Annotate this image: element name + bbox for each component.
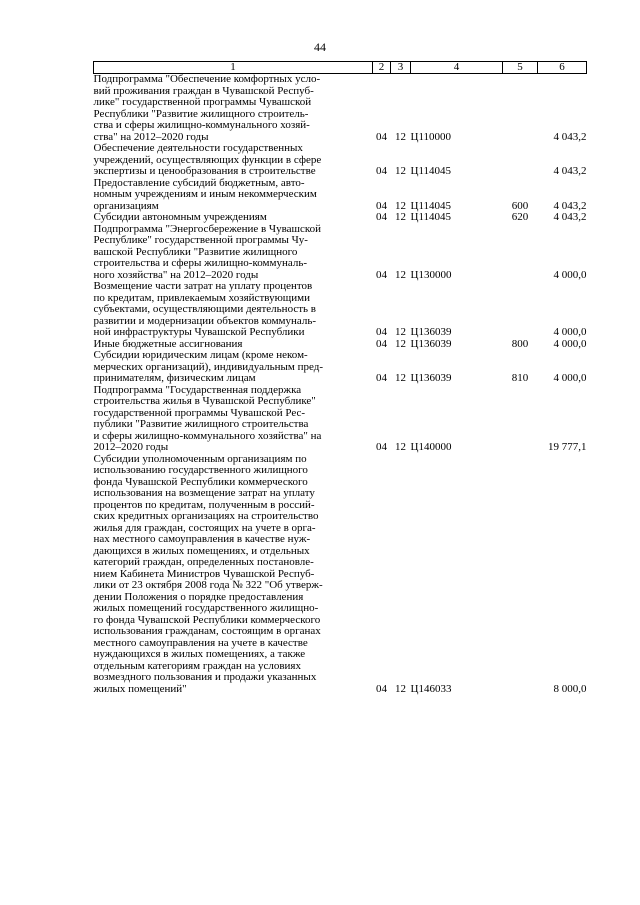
table-row (94, 281, 587, 339)
table-row (94, 178, 587, 213)
row-subsection-cell: 12 (395, 199, 406, 212)
row-section-cell: 04 (376, 337, 387, 350)
row-expense-type-cell (503, 281, 538, 339)
row-target-article-cell: Ц136039 (410, 372, 452, 384)
row-target-article-cell: Ц136039 (410, 326, 452, 338)
budget-table (93, 61, 587, 695)
row-expense-type-cell (503, 74, 538, 144)
row-name-cell: Подпрограмма "Энергосбережение в Чувашской Республике" государственной программы Чу- вашской Республики "Развитие жилищного строительства и сферы жилищно-коммуналь- ного хозяйства" на 2012–2020 годы (93, 222, 322, 281)
row-name-cell: Обеспечение деятельности государственных учреждений, осуществляющих функции в сфере экспертизы и ценообразования в строительстве (93, 142, 322, 177)
row-name-cell: Субсидии уполномоченным организациям по использованию государственного жилищного фонда Чувашской Республики коммерческого использования на возмещение затрат на уплату процентов по кредитам, полученным в россий- ских кредитных организациях на строительство жилья для граждан, состоящих на учете в орга- нах местного самоуправления в качестве нуж- дающихся в жилых помещениях, и отдельных категорий граждан, определенных постановле- нием Кабинета Министров Чувашской Респуб- лики от 23 октября 2008 года № 322 "Об утверж- дении Положения о порядке предоставления жилых помещений государственного жилищно- го фонда Чувашской Республики коммерческого использования гражданам, состоящим в органах местного самоуправления на учете в качестве нуждающихся в жилых помещениях, а также отдельным категориям граждан на условиях возмездного пользования и продажи указанных жилых помещений" (93, 452, 323, 695)
row-target-article-cell: Ц114045 (410, 165, 452, 177)
header-col-2: 2 (373, 62, 391, 74)
header-col-5: 5 (503, 62, 538, 74)
table-row (94, 74, 587, 144)
row-section-cell: 04 (376, 165, 387, 177)
row-subsection-cell: 12 (395, 211, 406, 223)
table-header-row (94, 62, 587, 74)
page-number: 44 (314, 40, 326, 54)
row-expense-type-cell (503, 224, 538, 282)
row-name-cell: Субсидии юридическим лицам (кроме неком- мерческих организаций), индивидуальным пред- принимателям, физическим лицам (93, 349, 323, 384)
row-amount-cell: 4 043,2 (553, 130, 587, 143)
table-row (94, 224, 587, 282)
table-row (94, 212, 587, 224)
row-target-article-cell: Ц110000 (410, 130, 452, 143)
row-section-cell: 04 (376, 326, 387, 338)
row-name-cell: Предоставление субсидий бюджетным, авто- номным учреждениям и иным некоммерческим организациям (93, 176, 317, 212)
row-name-cell: Субсидии автономным учреждениям (93, 211, 267, 223)
row-expense-type-cell (503, 143, 538, 178)
row-target-article-cell: Ц130000 (410, 268, 452, 281)
row-target-article-cell: Ц114045 (410, 199, 452, 212)
row-amount-cell: 4 000,0 (553, 337, 587, 350)
row-subsection-cell: 12 (395, 441, 406, 453)
header-col-3: 3 (391, 62, 411, 74)
table-row (94, 454, 587, 696)
row-amount-cell: 4 043,2 (553, 199, 587, 212)
row-name-cell: Иные бюджетные ассигнования (93, 337, 243, 350)
row-name-cell: Подпрограмма "Обеспечение комфортных усло- вий проживания граждан в Чувашской Респуб- лике" государственной программы Чувашской Республики "Развитие жилищного строитель- ства и сферы жилищно-коммунального хозяй- ства" на 2012–2020 годы (93, 73, 321, 143)
row-section-cell: 04 (376, 199, 387, 212)
table-row (94, 385, 587, 454)
row-section-cell: 04 (376, 441, 387, 453)
row-subsection-cell: 12 (395, 326, 406, 338)
row-expense-type-cell: 600 (511, 199, 529, 212)
row-expense-type-cell (503, 385, 538, 454)
row-expense-type-cell: 800 (511, 337, 529, 350)
row-subsection-cell: 12 (395, 682, 406, 695)
table-body (94, 74, 587, 696)
row-expense-type-cell: 810 (511, 372, 529, 384)
row-target-article-cell: Ц140000 (410, 441, 452, 453)
row-amount-cell: 4 000,0 (553, 268, 587, 281)
row-expense-type-cell: 620 (511, 211, 529, 223)
row-target-article-cell: Ц136039 (410, 337, 452, 350)
row-amount-cell: 4 000,0 (553, 326, 587, 338)
row-amount-cell: 4 043,2 (553, 165, 587, 177)
row-amount-cell: 8 000,0 (553, 682, 587, 695)
header-col-4: 4 (411, 62, 503, 74)
row-expense-type-cell (503, 454, 538, 696)
row-subsection-cell: 12 (395, 372, 406, 384)
table-row (94, 350, 587, 385)
row-section-cell: 04 (376, 372, 387, 384)
row-subsection-cell: 12 (395, 268, 406, 281)
row-name-cell: Подпрограмма "Государственная поддержка строительства жилья в Чувашской Республике" государственной программы Чувашской Рес- публики "Развитие жилищного строительства и сферы жилищно-коммунального хозяйства" на 2012–2020 годы (93, 383, 322, 453)
row-section-cell: 04 (376, 211, 387, 223)
header-col-1: 1 (94, 62, 373, 74)
row-subsection-cell: 12 (395, 130, 406, 143)
row-section-cell: 04 (376, 268, 387, 281)
row-section-cell: 04 (376, 130, 387, 143)
table-row (94, 143, 587, 178)
row-subsection-cell: 12 (395, 165, 406, 177)
row-target-article-cell: Ц146033 (410, 682, 452, 695)
row-subsection-cell: 12 (395, 337, 406, 350)
row-amount-cell: 19 777,1 (548, 441, 587, 453)
row-target-article-cell: Ц114045 (410, 211, 452, 223)
row-amount-cell: 4 000,0 (553, 372, 587, 384)
header-col-6: 6 (538, 62, 587, 74)
row-section-cell: 04 (376, 682, 387, 695)
row-name-cell: Возмещение части затрат на уплату процентов по кредитам, привлекаемым хозяйствующими субъектами, осуществляющими деятельность в развитии и модернизации объектов коммуналь- ной инфраструктуры Чувашской Республики (93, 280, 317, 338)
row-amount-cell: 4 043,2 (553, 211, 587, 223)
